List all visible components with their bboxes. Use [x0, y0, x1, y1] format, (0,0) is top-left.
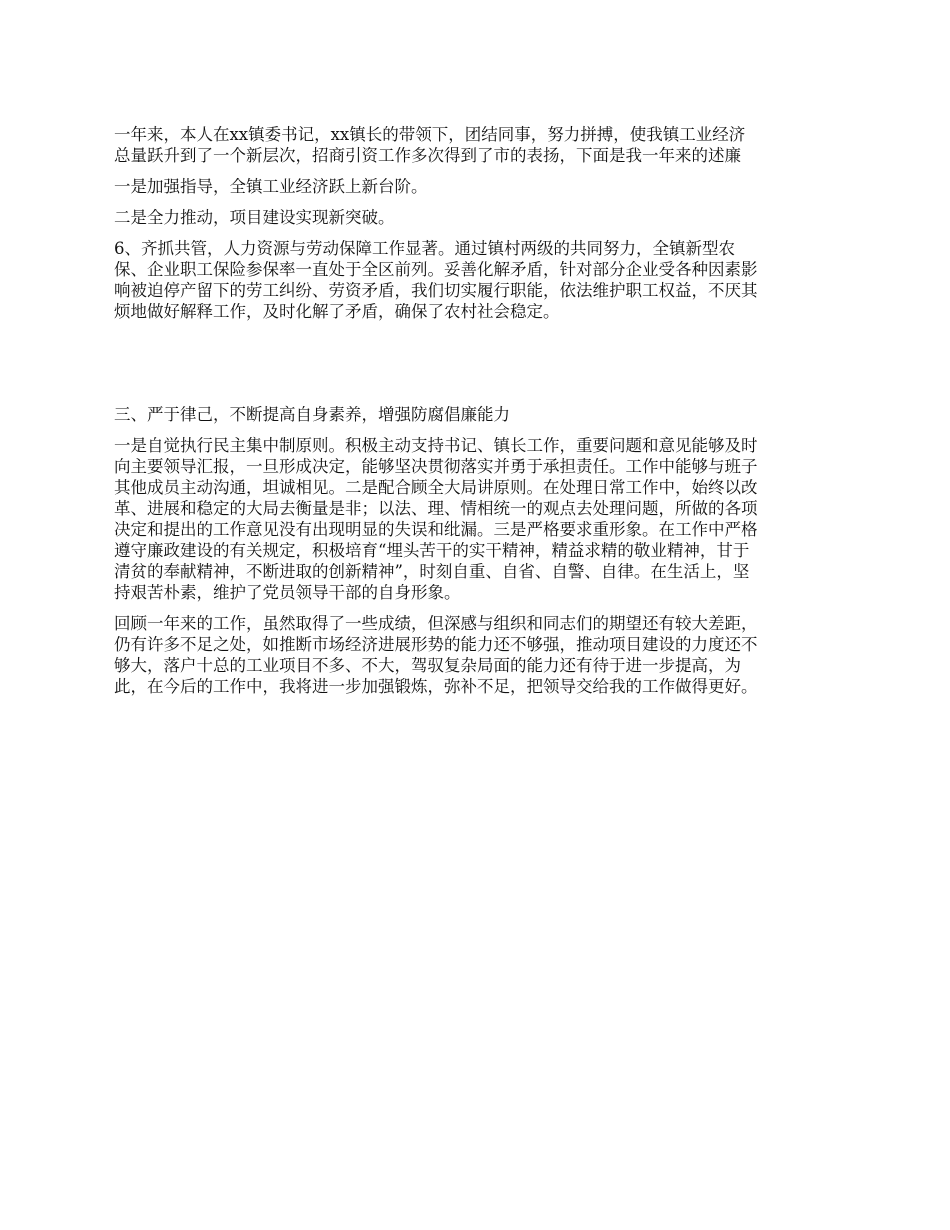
- text-line: 一是自觉执行民主集中制原则。积极主动支持书记、镇长工作，重要问题和意见能够及时: [114, 436, 758, 455]
- text-line: 决定和提出的工作意见没有出现明显的失误和纰漏。三是严格要求重形象。在工作中严格: [114, 520, 758, 539]
- text-line: 6、齐抓共管，人力资源与劳动保障工作显著。通过镇村两级的共同努力，全镇新型农: [114, 239, 735, 258]
- text-line: 向主要领导汇报，一旦形成决定，能够坚决贯彻落实并勇于承担责任。工作中能够与班子: [114, 457, 758, 476]
- paragraph-intro: [114, 124, 844, 166]
- text-line: 遵守廉政建设的有关规定，积极培育“埋头苦干的实干精神，精益求精的敬业精神，甘于: [114, 541, 750, 560]
- text-line: 烦地做好解释工作，及时化解了矛盾，确保了农村社会稳定。: [114, 302, 560, 321]
- text-line: 响被迫停产留下的劳工纠纷、劳资矛盾，我们切实履行职能，依法维护职工权益，不厌其: [114, 281, 758, 300]
- section-heading-text: 三、严于律己，不断提高自身素养，增强防腐倡廉能力: [114, 405, 510, 424]
- section-heading: [114, 404, 844, 425]
- paragraph-review: [114, 613, 844, 697]
- text-line: 仍有许多不足之处，如推断市场经济进展形势的能力还不够强，推动项目建设的力度还不: [114, 635, 758, 654]
- paragraph-self-discipline: [114, 435, 844, 603]
- text-line: 清贫的奉献精神，不断进取的创新精神”，时刻自重、自省、自警、自律。在生活上，坚: [114, 562, 750, 581]
- blank-gap: [114, 332, 844, 404]
- text-line: 革、进展和稳定的大局去衡量是非；以法、理、情相统一的观点去处理问题，所做的各项: [114, 499, 758, 518]
- text-line: 一是加强指导，全镇工业经济跃上新台阶。: [114, 177, 428, 196]
- text-line: 二是全力推动，项目建设实现新突破。: [114, 208, 395, 227]
- text-line: 保、企业职工保险参保率一直处于全区前列。妥善化解矛盾，针对部分企业受各种因素影: [114, 260, 758, 279]
- text-line: 回顾一年来的工作，虽然取得了一些成绩，但深感与组织和同志们的期望还有较大差距，: [114, 614, 758, 633]
- text-line: 持艰苦朴素，维护了党员领导干部的自身形象。: [114, 583, 461, 602]
- paragraph-point-two: [114, 207, 844, 228]
- text-line: 其他成员主动沟通，坦诚相见。二是配合顾全大局讲原则。在处理日常工作中，始终以改: [114, 478, 758, 497]
- text-line: 此，在今后的工作中，我将进一步加强锻炼，弥补不足，把领导交给我的工作做得更好。: [114, 677, 758, 696]
- paragraph-point-six: [114, 238, 844, 322]
- paragraph-point-one: [114, 176, 844, 197]
- document-body: [114, 124, 844, 707]
- text-line: 总量跃升到了一个新层次，招商引资工作多次得到了市的表扬，下面是我一年来的述廉: [114, 146, 741, 165]
- text-line: 一年来，本人在xx镇委书记，xx镇长的带领下，团结同事，努力拼搏，使我镇工业经济: [114, 125, 746, 144]
- text-line: 够大，落户十总的工业项目不多、不大，驾驭复杂局面的能力还有待于进一步提高，为: [114, 656, 741, 675]
